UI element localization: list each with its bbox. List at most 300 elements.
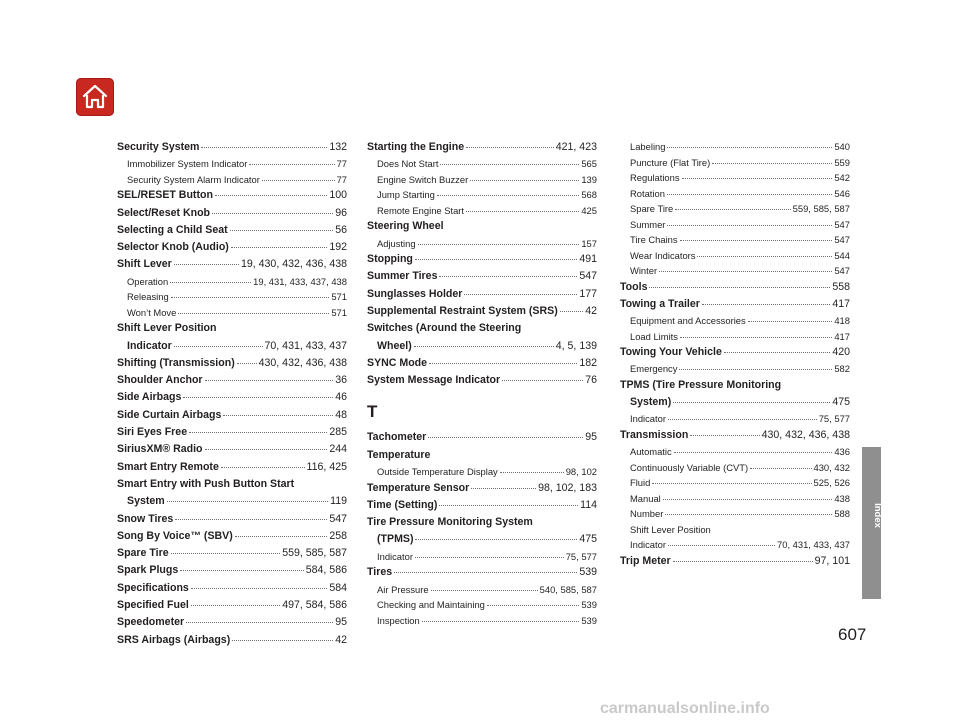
dot-leader (232, 640, 333, 641)
page-ref[interactable]: 559, 585, 587 (282, 547, 347, 560)
page-ref[interactable]: 425 (581, 204, 597, 216)
index-subentry[interactable] (367, 582, 597, 598)
page-ref[interactable]: 19, 431, 433, 437, 438 (253, 275, 347, 287)
dot-leader (249, 164, 334, 165)
page-ref[interactable]: 525, 526 (813, 477, 850, 489)
dot-leader (422, 621, 580, 622)
page-ref[interactable]: 436 (834, 446, 850, 458)
index-entry[interactable] (367, 355, 597, 372)
entry-term: Does Not Start (377, 158, 439, 170)
page-ref[interactable]: 77 (336, 173, 347, 185)
index-entry[interactable] (117, 632, 347, 649)
page-ref[interactable]: 438 (834, 492, 850, 504)
entry-term: SRS Airbags (Airbags) (117, 633, 231, 646)
index-entry[interactable] (117, 511, 347, 528)
index-subentry[interactable] (620, 444, 850, 460)
entry-term: Number (630, 508, 664, 520)
index-subentry[interactable] (620, 411, 850, 427)
index-entry[interactable] (117, 372, 347, 389)
page-ref[interactable]: 430, 432, 436, 438 (258, 356, 347, 369)
index-entry[interactable] (117, 256, 347, 273)
page-ref[interactable]: 56 (335, 223, 347, 236)
entry-term: Time (Setting) (367, 498, 438, 511)
entry-term: Towing Your Vehicle (620, 346, 722, 359)
index-entry[interactable] (367, 139, 597, 156)
index-subentry[interactable] (620, 460, 850, 476)
index-entry[interactable] (117, 562, 347, 579)
page-ref[interactable]: 36 (335, 374, 347, 387)
entry-term: Rotation (630, 187, 665, 199)
index-column-1 (117, 139, 347, 649)
index-column-3 (620, 139, 850, 570)
entry-term: Engine Switch Buzzer (377, 173, 469, 185)
page-ref[interactable]: 70, 431, 433, 437 (264, 339, 347, 352)
entry-term: Tire Pressure Monitoring System (367, 516, 533, 529)
entry-term: Wear Indicators (630, 249, 696, 261)
entry-term: Checking and Maintaining (377, 599, 485, 611)
entry-term: Tire Chains (630, 234, 678, 245)
dot-leader (230, 230, 334, 231)
index-subentry[interactable] (367, 187, 597, 203)
index-subentry[interactable] (117, 305, 347, 321)
dot-leader (652, 483, 811, 484)
entry-term: Releasing (127, 291, 169, 303)
dot-leader (466, 147, 554, 148)
dot-leader (175, 519, 327, 520)
page-ref[interactable]: 417 (834, 330, 850, 342)
index-entry[interactable] (117, 580, 347, 597)
index-subentry[interactable] (620, 313, 850, 329)
index-side-tab[interactable] (862, 447, 881, 599)
dot-leader (205, 449, 328, 450)
dot-leader (663, 499, 833, 500)
page-ref[interactable]: 75, 577 (818, 413, 850, 425)
entry-term: Indicator (630, 413, 666, 425)
dot-leader (487, 605, 579, 606)
index-subentry[interactable] (620, 201, 850, 217)
page-ref[interactable]: 100 (329, 189, 347, 202)
index-entry[interactable] (367, 372, 597, 389)
page-ref[interactable]: 76 (585, 374, 597, 387)
page-ref[interactable]: 192 (329, 241, 347, 254)
index-entry[interactable] (367, 480, 597, 497)
entry-term: Remote Engine Start (377, 204, 465, 216)
dot-leader (464, 294, 577, 295)
index-subentry[interactable] (117, 274, 347, 290)
index-entry[interactable] (117, 407, 347, 424)
dot-leader (414, 346, 554, 347)
page-ref[interactable]: 157 (581, 237, 597, 249)
dot-leader (191, 588, 327, 589)
dot-leader (231, 247, 327, 248)
dot-leader (500, 472, 564, 473)
index-entry[interactable] (117, 597, 347, 614)
entry-term: Song By Voice™ (SBV) (117, 529, 233, 542)
entry-term: Speedometer (117, 616, 185, 629)
dot-leader (415, 557, 564, 558)
entry-term: Manual (630, 492, 661, 504)
page-ref[interactable]: 48 (335, 408, 347, 421)
dot-leader (180, 570, 304, 571)
dot-leader (171, 297, 330, 298)
index-entry[interactable] (117, 187, 347, 204)
page-ref[interactable]: 475 (832, 396, 850, 409)
page-ref[interactable]: 540, 585, 587 (539, 583, 597, 595)
page-ref[interactable]: 42 (585, 304, 597, 317)
entry-term: Siri Eyes Free (117, 426, 188, 439)
page-ref[interactable]: 571 (331, 306, 347, 318)
index-entry[interactable] (620, 344, 850, 361)
page-ref[interactable]: 98, 102 (565, 466, 597, 478)
page-ref[interactable]: 475 (579, 533, 597, 546)
page-ref[interactable]: 132 (329, 141, 347, 153)
index-entry[interactable] (117, 320, 347, 337)
dot-leader (649, 287, 830, 288)
entry-term: Winter (630, 265, 658, 276)
index-entry[interactable] (117, 545, 347, 562)
page-ref[interactable]: 568 (581, 189, 597, 201)
dot-leader (440, 164, 579, 165)
index-subentry[interactable] (620, 475, 850, 491)
entry-term: Selector Knob (Audio) (117, 241, 229, 254)
dot-leader (221, 467, 305, 468)
index-entry[interactable] (367, 268, 597, 285)
dot-leader (167, 501, 328, 502)
index-entry[interactable] (117, 493, 347, 510)
page-ref[interactable]: 547 (834, 265, 850, 276)
dot-leader (235, 536, 328, 537)
page-ref[interactable]: 75, 577 (565, 550, 597, 562)
index-entry[interactable] (117, 614, 347, 631)
page-ref[interactable]: 77 (336, 158, 347, 170)
dot-leader (668, 545, 775, 546)
index-subentry[interactable] (620, 491, 850, 507)
index-entry[interactable] (367, 429, 597, 446)
dot-leader (748, 321, 833, 322)
page-ref[interactable]: 547 (834, 234, 850, 245)
index-entry[interactable] (367, 447, 597, 464)
index-entry[interactable] (117, 338, 347, 355)
index-entry[interactable] (117, 205, 347, 222)
dot-leader (675, 209, 790, 210)
dot-leader (174, 264, 239, 265)
page-ref[interactable]: 116, 425 (306, 460, 347, 473)
dot-leader (712, 163, 832, 164)
entry-term: Summer (630, 218, 666, 230)
dot-leader (674, 452, 833, 453)
index-subentry[interactable] (620, 155, 850, 171)
entry-term: Equipment and Accessories (630, 315, 746, 327)
page-ref[interactable]: 46 (335, 391, 347, 404)
page-ref[interactable]: 70, 431, 433, 437 (777, 539, 850, 551)
dot-leader (429, 363, 577, 364)
dot-leader (724, 352, 830, 353)
dot-leader (659, 271, 832, 272)
entry-term: Sunglasses Holder (367, 287, 463, 300)
dot-leader (697, 256, 832, 257)
entry-term: Puncture (Flat Tire) (630, 156, 711, 168)
dot-leader (439, 505, 578, 506)
page-ref[interactable]: 418 (834, 315, 850, 327)
index-entry[interactable] (620, 427, 850, 444)
index-subentry[interactable] (367, 597, 597, 613)
page-ref[interactable]: 98, 102, 183 (538, 481, 597, 494)
page-ref[interactable]: 544 (834, 249, 850, 261)
entry-term: SiriusXM® Radio (117, 443, 203, 456)
index-subentry[interactable] (117, 289, 347, 305)
entry-term: Air Pressure (377, 583, 429, 595)
entry-term: System) (630, 396, 672, 409)
dot-leader (212, 213, 333, 214)
entry-term: Summer Tires (367, 270, 438, 283)
page-ref[interactable]: 540 (834, 141, 850, 152)
page-ref[interactable]: 417 (832, 297, 850, 310)
index-entry[interactable] (367, 531, 597, 548)
page-ref[interactable]: 430, 432, 436, 438 (761, 428, 850, 441)
index-subentry[interactable] (117, 156, 347, 172)
dot-leader (189, 432, 327, 433)
entry-term: Select/Reset Knob (117, 206, 211, 219)
dot-leader (191, 605, 280, 606)
index-subentry[interactable] (620, 139, 850, 155)
dot-leader (201, 147, 327, 148)
index-subentry[interactable] (620, 522, 850, 538)
entry-term: System Message Indicator (367, 374, 501, 387)
entry-term: Transmission (620, 428, 689, 441)
dot-leader (470, 180, 579, 181)
page-ref[interactable]: 114 (580, 498, 597, 511)
page-ref[interactable]: 19, 430, 432, 436, 438 (240, 258, 347, 271)
entry-term: Temperature Sensor (367, 481, 470, 494)
index-entry[interactable] (367, 218, 597, 235)
entry-term: Security System (117, 141, 200, 153)
page-ref[interactable]: 95 (585, 431, 597, 444)
entry-term: SEL/RESET Button (117, 189, 213, 202)
index-entry[interactable] (620, 296, 850, 313)
index-entry[interactable] (620, 553, 850, 570)
entry-term: Shifting (Transmission) (117, 356, 235, 369)
index-subentry[interactable] (620, 361, 850, 377)
index-subentry[interactable] (367, 203, 597, 219)
page-ref[interactable]: 95 (335, 616, 347, 629)
dot-leader (682, 178, 833, 179)
watermark: carmanualsonline.info (600, 700, 770, 717)
page-ref[interactable]: 559, 585, 587 (792, 203, 850, 214)
index-entry[interactable] (117, 355, 347, 372)
dot-leader (690, 435, 759, 436)
index-subentry[interactable] (367, 613, 597, 629)
index-entry[interactable] (620, 377, 850, 394)
index-subentry[interactable] (620, 170, 850, 186)
dot-leader (437, 195, 580, 196)
entry-term: Continuously Variable (CVT) (630, 461, 749, 473)
page-ref[interactable]: 97, 101 (814, 554, 850, 567)
dot-leader (466, 211, 579, 212)
entry-term: Side Curtain Airbags (117, 408, 222, 421)
home-button[interactable] (76, 78, 114, 116)
page-ref[interactable]: 588 (834, 508, 850, 520)
dot-leader (205, 380, 334, 381)
page-ref[interactable]: 182 (579, 356, 597, 369)
dot-leader (431, 590, 538, 591)
entry-term: Towing a Trailer (620, 297, 700, 310)
index-subentry[interactable] (620, 537, 850, 553)
index-entry[interactable] (367, 303, 597, 320)
index-entry[interactable] (367, 564, 597, 581)
entry-term: Indicator (127, 339, 172, 352)
index-entry[interactable] (117, 222, 347, 239)
page-ref[interactable]: 539 (579, 566, 597, 579)
index-subentry[interactable] (117, 172, 347, 188)
entry-term: Outside Temperature Display (377, 466, 498, 478)
entry-term: TPMS (Tire Pressure Monitoring (620, 378, 782, 391)
index-entry[interactable] (117, 528, 347, 545)
page-ref[interactable]: 584 (329, 581, 347, 594)
entry-term: Temperature (367, 448, 431, 461)
entry-term: Side Airbags (117, 391, 182, 404)
index-entry[interactable] (117, 239, 347, 256)
page-ref[interactable]: 539 (581, 614, 597, 626)
index-entry[interactable] (620, 279, 850, 296)
entry-term: Specified Fuel (117, 599, 189, 612)
page-ref[interactable]: 559 (834, 156, 850, 168)
dot-leader (665, 514, 832, 515)
page-ref[interactable]: 542 (834, 172, 850, 183)
dot-leader (667, 225, 832, 226)
index-subentry[interactable] (367, 549, 597, 565)
index-entry[interactable] (117, 476, 347, 493)
dot-leader (673, 402, 830, 403)
index-subentry[interactable] (367, 236, 597, 252)
dot-leader (560, 311, 583, 312)
page-ref[interactable]: 565 (581, 158, 597, 170)
index-subentry[interactable] (367, 172, 597, 188)
home-icon (81, 83, 109, 111)
dot-leader (237, 363, 257, 364)
index-entry[interactable] (367, 320, 597, 337)
dot-leader (679, 369, 832, 370)
page-ref[interactable]: 258 (329, 529, 347, 542)
dot-leader (418, 244, 580, 245)
dot-leader (680, 240, 833, 241)
entry-term: Regulations (630, 172, 680, 183)
page-ref[interactable]: 547 (579, 270, 597, 283)
entry-term: Wheel) (377, 339, 412, 352)
index-subentry[interactable] (367, 156, 597, 172)
entry-term: Automatic (630, 446, 672, 458)
dot-leader (667, 147, 832, 148)
entry-term: Shift Lever Position (117, 322, 217, 335)
page-ref[interactable]: 571 (331, 291, 347, 303)
page-ref[interactable]: 244 (329, 443, 347, 456)
dot-leader (170, 282, 251, 283)
entry-term: Stopping (367, 253, 413, 266)
index-subentry[interactable] (620, 248, 850, 264)
page-ref[interactable]: 539 (581, 599, 597, 611)
page-ref[interactable]: 177 (579, 287, 597, 300)
page-ref[interactable]: 584, 586 (305, 564, 347, 577)
page-ref[interactable]: 546 (834, 187, 850, 199)
entry-term: Smart Entry Remote (117, 460, 219, 473)
entry-term: Security System Alarm Indicator (127, 173, 260, 185)
page-ref[interactable]: 582 (834, 363, 850, 375)
index-subentry[interactable] (620, 506, 850, 522)
entry-term: System (127, 495, 165, 508)
index-subentry[interactable] (620, 263, 850, 279)
index-entry[interactable] (620, 394, 850, 411)
index-entry[interactable] (367, 251, 597, 268)
index-entry[interactable] (117, 424, 347, 441)
index-subentry[interactable] (620, 186, 850, 202)
entry-term: Tires (367, 566, 393, 579)
entry-term: Emergency (630, 363, 678, 375)
entry-term: Shift Lever (117, 258, 172, 271)
dot-leader (262, 180, 335, 181)
entry-term: Snow Tires (117, 512, 174, 525)
dot-leader (178, 313, 329, 314)
entry-term: Indicator (377, 550, 413, 562)
entry-term: Trip Meter (620, 554, 671, 567)
page-ref[interactable]: 547 (834, 218, 850, 230)
entry-term: Switches (Around the Steering (367, 322, 522, 335)
entry-term: Starting the Engine (367, 141, 465, 153)
dot-leader (215, 195, 327, 196)
page-ref[interactable]: 497, 584, 586 (282, 599, 347, 612)
page-ref[interactable]: 96 (335, 206, 347, 219)
dot-leader (415, 259, 577, 260)
page-ref[interactable]: 4, 5, 139 (555, 339, 597, 352)
index-subentry[interactable] (620, 217, 850, 233)
entry-term: Shift Lever Position (630, 523, 711, 535)
index-subentry[interactable] (367, 464, 597, 480)
page-ref[interactable]: 139 (581, 173, 597, 185)
index-entry[interactable] (367, 514, 597, 531)
page-ref[interactable]: 42 (335, 633, 347, 646)
page-ref[interactable]: 421, 423 (555, 141, 597, 153)
entry-term: Labeling (630, 141, 666, 152)
page-ref[interactable]: 119 (330, 495, 347, 508)
page-ref[interactable]: 420 (832, 346, 850, 359)
index-entry[interactable] (367, 286, 597, 303)
entry-term: Shoulder Anchor (117, 374, 203, 387)
index-subentry[interactable] (620, 329, 850, 345)
entry-term: Immobilizer System Indicator (127, 158, 248, 170)
index-entry[interactable] (367, 338, 597, 355)
dot-leader (668, 419, 817, 420)
page-ref[interactable]: 547 (329, 512, 347, 525)
page-ref[interactable]: 558 (832, 280, 850, 293)
index-entry[interactable] (117, 459, 347, 476)
index-subentry[interactable] (620, 232, 850, 248)
side-tab-label: Index (871, 503, 883, 528)
entry-term: Fluid (630, 477, 651, 489)
entry-term: Supplemental Restraint System (SRS) (367, 304, 558, 317)
index-entry[interactable] (117, 139, 347, 156)
page-ref[interactable]: 285 (329, 426, 347, 439)
index-entry[interactable] (117, 389, 347, 406)
entry-term: Spare Tire (117, 547, 169, 560)
entry-term: Won’t Move (127, 306, 177, 318)
entry-term: Indicator (630, 539, 666, 551)
index-entry[interactable] (117, 441, 347, 458)
entry-term: SYNC Mode (367, 356, 428, 369)
page-ref[interactable]: 491 (579, 253, 597, 266)
dot-leader (171, 553, 281, 554)
page-ref[interactable]: 430, 432 (813, 461, 850, 473)
dot-leader (673, 561, 813, 562)
index-entry[interactable] (367, 497, 597, 514)
page-number: 607 (838, 625, 867, 644)
